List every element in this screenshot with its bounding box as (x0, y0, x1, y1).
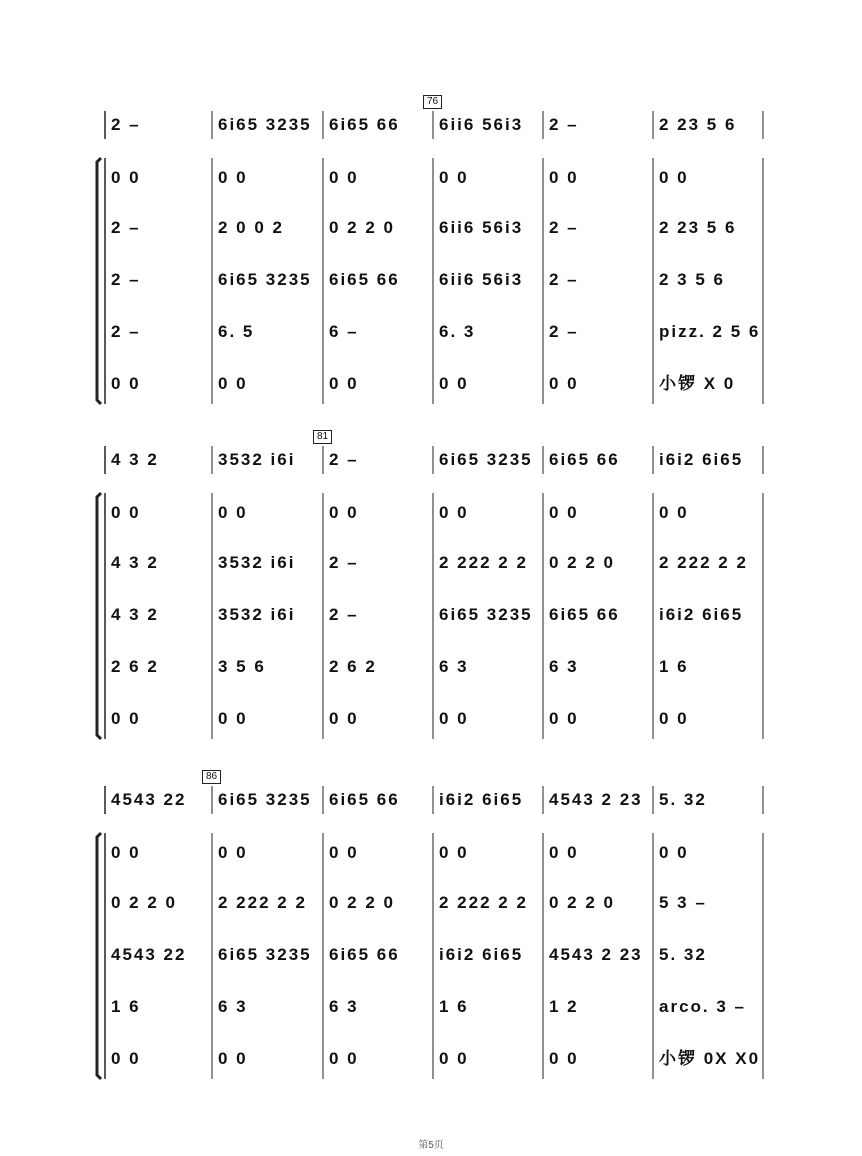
rehearsal-mark: 86 (202, 770, 221, 784)
measure-cell: 0 0 (549, 1049, 579, 1068)
measure-cell: 4543 22 (111, 945, 187, 964)
measure-cell: 0 0 (439, 1049, 469, 1068)
measure-cell: 0 0 (329, 374, 359, 393)
rehearsal-mark: 81 (313, 430, 332, 444)
measure-cell: 0 0 (111, 709, 141, 728)
measure-cell: 6 3 (439, 657, 469, 676)
measure-cell: 0 0 (218, 843, 248, 862)
measure-cell: 6i65 3235 (439, 605, 533, 624)
measure-cell: 0 0 (439, 374, 469, 393)
measure-cell: 1 6 (111, 997, 141, 1016)
measure-cell: 2 6 2 (111, 657, 159, 676)
measure-cell: i6i2 6i65 (659, 605, 744, 624)
measure-cell: 0 0 (111, 503, 141, 522)
measure-cell: 6i65 66 (549, 605, 620, 624)
measure-cell: 0 0 (111, 843, 141, 862)
measure-cell: 0 2 2 0 (329, 218, 395, 237)
measure-cell: 2 6 2 (329, 657, 377, 676)
measure-cell: 0 2 2 0 (329, 893, 395, 912)
rehearsal-mark: 76 (423, 95, 442, 109)
measure-cell: 0 0 (439, 503, 469, 522)
measure-cell: 2 222 2 2 (439, 553, 528, 572)
system-lines (0, 95, 862, 415)
measure-cell: 5. 32 (659, 945, 707, 964)
score-system (0, 95, 862, 415)
measure-cell: 2 23 5 6 (659, 218, 737, 237)
measure-cell: 0 0 (218, 503, 248, 522)
measure-cell: 6i65 3235 (218, 115, 312, 134)
measure-cell: 1 6 (439, 997, 469, 1016)
measure-cell: 2 – (549, 115, 579, 134)
measure-cell: 0 0 (329, 843, 359, 862)
measure-cell: 2 – (111, 218, 141, 237)
measure-cell: 0 2 2 0 (549, 893, 615, 912)
measure-cell: 0 0 (218, 374, 248, 393)
measure-cell: 2 222 2 2 (439, 893, 528, 912)
page-footer: 第5页 (418, 1140, 444, 1151)
measure-cell: 2 – (111, 322, 141, 341)
measure-cell: 6i65 3235 (218, 945, 312, 964)
measure-cell: 6i65 66 (329, 115, 400, 134)
measure-cell: 2 – (549, 322, 579, 341)
measure-cell: 0 0 (549, 709, 579, 728)
measure-cell: 0 0 (549, 843, 579, 862)
measure-cell: 2 – (329, 450, 359, 469)
measure-cell: 0 0 (218, 168, 248, 187)
measure-cell: 3532 i6i (218, 553, 296, 572)
measure-cell: 2 – (111, 115, 141, 134)
measure-cell: 6i65 66 (329, 270, 400, 289)
measure-cell: 0 0 (218, 709, 248, 728)
measure-cell: 0 0 (329, 168, 359, 187)
measure-cell: 0 0 (549, 503, 579, 522)
measure-cell: 小锣 X 0 (659, 374, 736, 393)
measure-cell: 2 0 0 2 (218, 218, 284, 237)
measure-cell: 0 0 (659, 843, 689, 862)
measure-cell: 小锣 0X X0 (659, 1049, 761, 1068)
measure-cell: 6 3 (329, 997, 359, 1016)
measure-cell: 5 3 – (659, 893, 707, 912)
measure-cell: 4543 2 23 (549, 945, 643, 964)
measure-cell: 4 3 2 (111, 605, 159, 624)
measure-cell: 0 0 (439, 168, 469, 187)
measure-cell: 0 2 2 0 (111, 893, 177, 912)
group-bracket (97, 493, 101, 739)
measure-cell: 6 3 (218, 997, 248, 1016)
measure-cell: 0 0 (329, 503, 359, 522)
measure-cell: 4 3 2 (111, 553, 159, 572)
group-bracket (97, 833, 101, 1079)
measure-cell: 5. 32 (659, 790, 707, 809)
measure-cell: 2 – (111, 270, 141, 289)
measure-cell: 6i65 3235 (218, 270, 312, 289)
measure-cell: 3532 i6i (218, 605, 296, 624)
measure-cell: 0 0 (659, 168, 689, 187)
measure-cell: 0 0 (111, 1049, 141, 1068)
measure-cell: i6i2 6i65 (439, 790, 524, 809)
measure-cell: 3532 i6i (218, 450, 296, 469)
measure-cell: 0 0 (439, 843, 469, 862)
measure-cell: 6i65 3235 (439, 450, 533, 469)
measure-cell: i6i2 6i65 (439, 945, 524, 964)
measure-cell: 1 6 (659, 657, 689, 676)
measure-cell: 0 0 (329, 709, 359, 728)
score-system (0, 770, 862, 1090)
system-lines (0, 770, 862, 1090)
measure-cell: 6. 5 (218, 322, 255, 341)
measure-cell: 0 0 (439, 709, 469, 728)
measure-cell: 2 – (329, 553, 359, 572)
measure-cell: 0 0 (549, 374, 579, 393)
measure-cell: 0 0 (329, 1049, 359, 1068)
measure-cell: 2 3 5 6 (659, 270, 725, 289)
system-lines (0, 430, 862, 750)
measure-cell: i6i2 6i65 (659, 450, 744, 469)
measure-cell: 0 0 (111, 374, 141, 393)
measure-cell: 0 0 (659, 709, 689, 728)
measure-cell: 0 0 (218, 1049, 248, 1068)
measure-cell: 6i65 66 (549, 450, 620, 469)
measure-cell: 6 3 (549, 657, 579, 676)
measure-cell: 6ii6 56i3 (439, 218, 524, 237)
measure-cell: arco. 3 – (659, 997, 746, 1016)
measure-cell: 6i65 66 (329, 790, 400, 809)
measure-cell: 3 5 6 (218, 657, 266, 676)
group-bracket (97, 158, 101, 404)
measure-cell: 1 2 (549, 997, 579, 1016)
measure-cell: 2 222 2 2 (218, 893, 307, 912)
measure-cell: 2 – (549, 270, 579, 289)
measure-cell: 2 – (549, 218, 579, 237)
measure-cell: 4 3 2 (111, 450, 159, 469)
measure-cell: 4543 2 23 (549, 790, 643, 809)
measure-cell: 6i65 3235 (218, 790, 312, 809)
measure-cell: 6 – (329, 322, 359, 341)
measure-cell: 0 0 (659, 503, 689, 522)
measure-cell: 6ii6 56i3 (439, 115, 524, 134)
measure-cell: 0 0 (111, 168, 141, 187)
measure-cell: 6ii6 56i3 (439, 270, 524, 289)
score-system (0, 430, 862, 750)
measure-cell: 4543 22 (111, 790, 187, 809)
measure-cell: 6. 3 (439, 322, 476, 341)
measure-cell: 2 – (329, 605, 359, 624)
measure-cell: 2 222 2 2 (659, 553, 748, 572)
measure-cell: pizz. 2 5 6 (659, 322, 761, 341)
measure-cell: 6i65 66 (329, 945, 400, 964)
measure-cell: 0 2 2 0 (549, 553, 615, 572)
measure-cell: 0 0 (549, 168, 579, 187)
measure-cell: 2 23 5 6 (659, 115, 737, 134)
